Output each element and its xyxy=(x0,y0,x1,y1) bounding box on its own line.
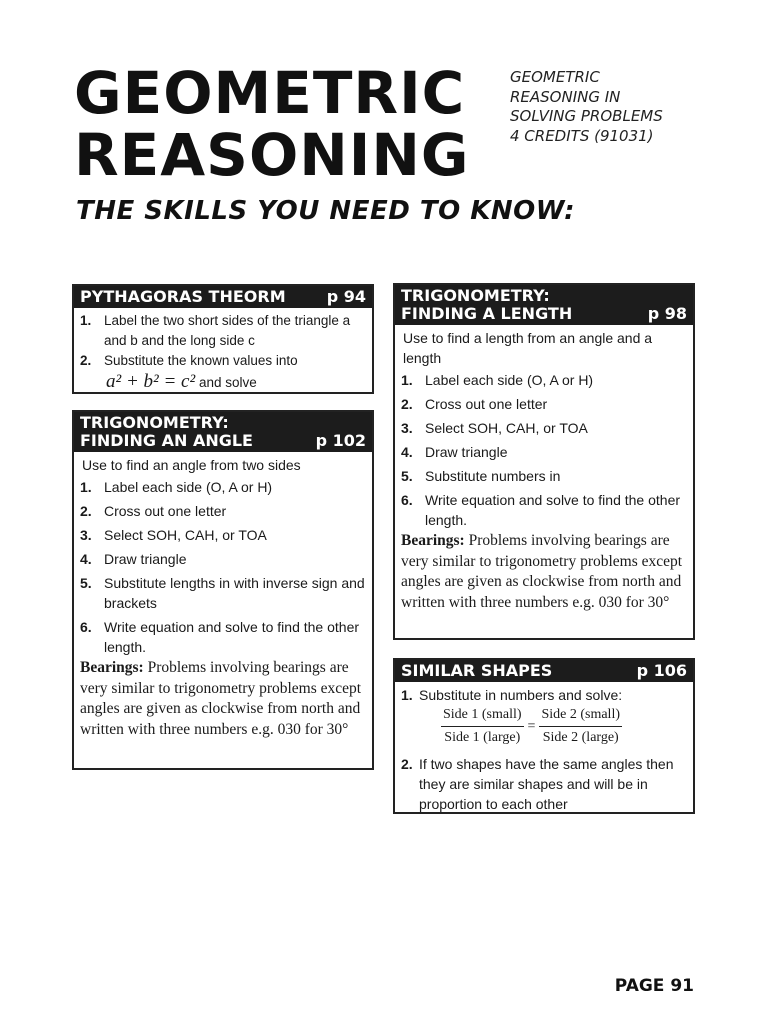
similar-shapes-page-ref: p 106 xyxy=(636,661,687,680)
pythagoras-heading-text: PYTHAGORAS THEORM xyxy=(80,287,286,306)
list-item: 2. Cross out one letter xyxy=(80,503,227,519)
pythagoras-formula-line xyxy=(80,371,368,394)
similar-shapes-heading-text: SIMILAR SHAPES xyxy=(401,661,553,680)
list-item: 4. Draw triangle xyxy=(401,444,508,460)
list-item: 1. Label the two short sides of the triangle a and b and the long side c xyxy=(80,313,351,348)
list-item: 3. Select SOH, CAH, or TOA xyxy=(401,420,588,436)
ratio-fraction-1: $\frac{\text{Side 1 (small)}}{\text{Side 1 (large)}}$ xyxy=(443,707,522,745)
similar-step-2: 2. If two shapes have the same angles then they are similar shapes and will be in proportion to each other xyxy=(401,756,674,812)
trig-length-bearings-text: Problems involving bearings are very similar to trigonometry problems except angles are given as clockwise from north and written with three numbers e.g. 030 for 30° xyxy=(401,532,683,611)
pythagoras-formula-suffix: and solve xyxy=(198,375,257,390)
standard-info-line-2: REASONING IN xyxy=(510,87,621,106)
pythagoras-box xyxy=(72,284,374,394)
trig-angle-bearings-text: Problems involving bearings are very similar to trigonometry problems except angles are given as clockwise from north and written with three numbers e.g. 030 for 30° xyxy=(80,659,362,738)
trig-length-intro: Use to find a length from an angle and a length xyxy=(403,330,653,366)
trig-length-box xyxy=(393,283,695,640)
list-item: 6. Write equation and solve to find the other length. xyxy=(80,619,360,655)
page-subtitle: THE SKILLS YOU NEED TO KNOW: xyxy=(76,196,576,226)
standard-info-line-1: GEOMETRIC xyxy=(510,68,600,86)
pythagoras-page-ref: p 94 xyxy=(326,287,366,306)
pythagoras-heading xyxy=(74,286,372,308)
title-line-1: GEOMETRIC xyxy=(74,59,466,127)
standard-info-line-3: SOLVING PROBLEMS xyxy=(510,107,663,125)
page-title xyxy=(74,59,470,189)
list-item: 2. Cross out one letter xyxy=(401,396,548,412)
pythagoras-formula: a² + b² = c² xyxy=(106,371,196,392)
list-item: 3. Select SOH, CAH, or TOA xyxy=(80,527,267,543)
similar-ratio-formula xyxy=(441,705,689,748)
ratio-fraction-2: $\frac{\text{Side 2 (small)}}{\text{Side 2 (large)}}$ xyxy=(541,707,620,745)
title-line-2: REASONING xyxy=(74,121,470,189)
trig-angle-heading-line-1: TRIGONOMETRY: xyxy=(80,413,229,432)
similar-shapes-box xyxy=(393,658,695,814)
list-item: 2. Substitute the known values into xyxy=(80,353,298,368)
trig-angle-heading xyxy=(74,412,372,452)
ratio-equals: = xyxy=(527,718,536,734)
list-item: 1. Label each side (O, A or H) xyxy=(401,372,594,388)
trig-angle-bearings xyxy=(80,658,368,740)
trig-angle-intro: Use to find an angle from two sides xyxy=(82,457,301,473)
trig-angle-box xyxy=(72,410,374,770)
trig-angle-page-ref: p 102 xyxy=(315,431,366,450)
list-item: 4. Draw triangle xyxy=(80,551,187,567)
trig-length-steps xyxy=(401,370,689,530)
list-item: 5. Substitute lengths in with inverse sign and brackets xyxy=(80,575,365,611)
standard-info xyxy=(510,68,663,146)
similar-shapes-heading xyxy=(395,660,693,682)
trig-angle-heading-line-2: FINDING AN ANGLE xyxy=(80,431,253,450)
trig-length-heading xyxy=(395,285,693,325)
pythagoras-steps xyxy=(80,311,368,371)
trig-length-bearings xyxy=(401,531,689,613)
trig-length-page-ref: p 98 xyxy=(647,304,687,323)
trig-angle-steps xyxy=(80,477,368,657)
list-item: 6. Write equation and solve to find the other length. xyxy=(401,492,681,528)
trig-length-heading-line-2: FINDING A LENGTH xyxy=(401,304,573,323)
standard-info-line-4: 4 CREDITS (91031) xyxy=(510,126,654,145)
list-item: 5. Substitute numbers in xyxy=(401,468,561,484)
list-item: 1. Label each side (O, A or H) xyxy=(80,479,273,495)
trig-length-heading-line-1: TRIGONOMETRY: xyxy=(401,286,550,305)
page-number: PAGE 91 xyxy=(614,976,694,996)
similar-step-1: 1. Substitute in numbers and solve: xyxy=(401,687,623,703)
trig-length-bearings-label: Bearings: xyxy=(401,532,465,549)
trig-angle-bearings-label: Bearings: xyxy=(80,659,144,676)
